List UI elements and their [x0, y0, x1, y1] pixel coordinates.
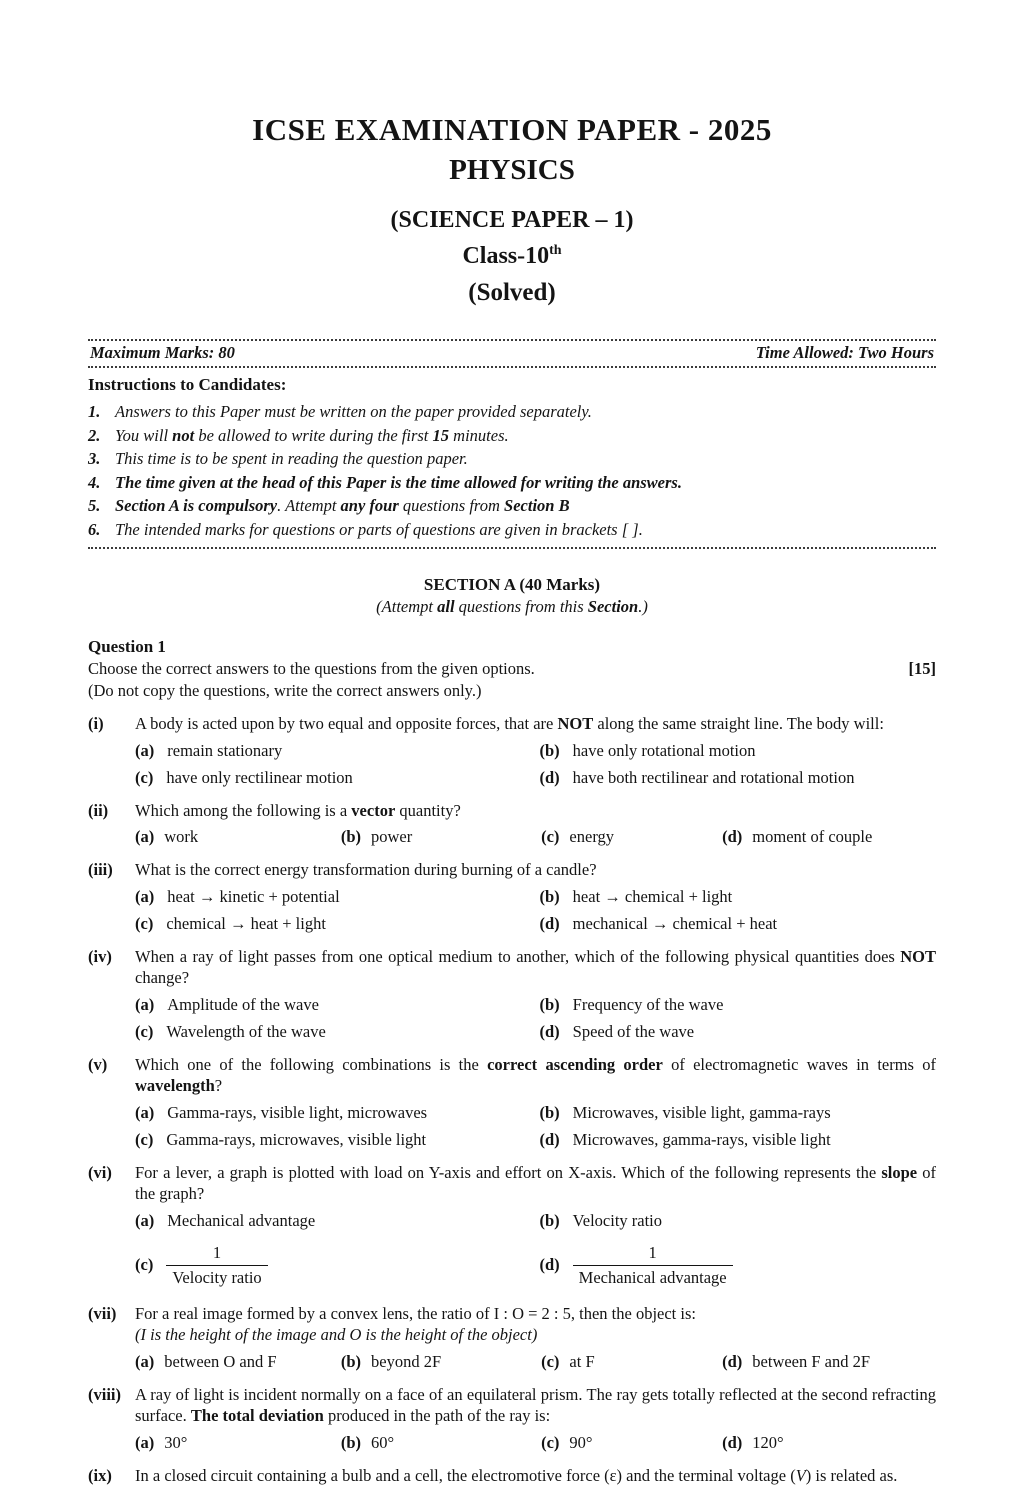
option-row [135, 1237, 936, 1292]
dotted-rule-mid [88, 366, 936, 368]
meta-row [88, 341, 936, 366]
text-segment: Frequency of the wave [573, 995, 724, 1014]
text-segment: The time given at the head of this Paper is the time allowed for writing the answers. [115, 473, 682, 492]
text-segment: Microwaves, visible light, gamma-rays [573, 1103, 831, 1122]
option-text [569, 1351, 594, 1373]
option-label: (c) [541, 1432, 559, 1454]
option-label: (a) [135, 1432, 154, 1454]
question-text [135, 1162, 936, 1205]
option-row [135, 1210, 936, 1232]
instruction-text [115, 518, 643, 542]
text-segment: be allowed to write during the first [194, 426, 432, 445]
text-segment: have only rotational motion [573, 741, 756, 760]
option-text [167, 886, 339, 908]
fraction-denominator: Mechanical advantage [573, 1265, 733, 1288]
question [88, 859, 936, 935]
question-text [135, 1054, 936, 1097]
questions-list [88, 713, 936, 1486]
question-text [135, 1384, 936, 1427]
question [88, 1054, 936, 1151]
option-text [573, 913, 777, 935]
text-segment: 90° [569, 1433, 592, 1452]
option-text [371, 826, 412, 848]
option-label: (b) [540, 740, 560, 762]
option [135, 1129, 540, 1151]
instruction-text [115, 471, 682, 495]
option-row [135, 740, 936, 762]
question-body [135, 946, 936, 1043]
text-segment: NOT [900, 947, 936, 966]
question-subnote [135, 1324, 936, 1346]
option-label: (d) [540, 913, 560, 935]
question-number: (viii) [88, 1384, 135, 1454]
option-label: (c) [541, 826, 559, 848]
option [540, 1210, 937, 1232]
text-segment: Mechanical advantage [167, 1211, 315, 1230]
question-body [135, 1303, 936, 1373]
option-label: (b) [341, 826, 361, 848]
option-text [573, 1021, 694, 1043]
text-segment: heat → chemical + light [573, 887, 733, 906]
option [135, 767, 540, 789]
text-segment: have both rectilinear and rotational motion [573, 768, 855, 787]
option-label: (d) [722, 826, 742, 848]
option [135, 826, 341, 848]
option [722, 1351, 936, 1373]
question-number: (v) [88, 1054, 135, 1151]
option-label: (b) [540, 1210, 560, 1232]
text-segment: The total deviation [191, 1406, 324, 1425]
option [540, 767, 937, 789]
instruction-number: 6. [88, 518, 115, 542]
text-segment: along the same straight line. The body will: [593, 714, 884, 733]
fraction [166, 1243, 267, 1288]
text-segment: slope [881, 1163, 917, 1182]
question-body [135, 1054, 936, 1151]
option-text [166, 1021, 325, 1043]
text-segment: Answers to this Paper must be written on the paper provided separately. [115, 402, 592, 421]
option-label: (a) [135, 740, 154, 762]
text-segment: 60° [371, 1433, 394, 1452]
text-segment: Velocity ratio [573, 1211, 662, 1230]
option [540, 1021, 937, 1043]
text-segment: . Attempt [277, 496, 340, 515]
question [88, 1303, 936, 1373]
text-segment: 15 [433, 426, 450, 445]
option-row [135, 1432, 936, 1454]
text-segment: between O and F [164, 1352, 276, 1371]
text-segment: A ray of light is incident normally on a face of an equilateral prism. The ray gets totally reflected at the second refracting surface. [135, 1385, 936, 1426]
text-segment: Microwaves, gamma-rays, visible light [573, 1130, 831, 1149]
option-label: (b) [540, 1102, 560, 1124]
option-row [135, 1021, 936, 1043]
page-title: ICSE EXAMINATION PAPER - 2025 [88, 112, 936, 148]
text-segment: Gamma-rays, microwaves, visible light [166, 1130, 426, 1149]
option-label: (a) [135, 1351, 154, 1373]
section-heading: SECTION A (40 Marks) [88, 575, 936, 595]
option-label: (c) [135, 1021, 153, 1043]
text-segment: of electromagnetic waves in terms of [663, 1055, 936, 1074]
question-body [135, 1162, 936, 1292]
option-text [573, 994, 724, 1016]
option-text [573, 740, 756, 762]
question [88, 1465, 936, 1486]
text-segment: Wavelength of the wave [166, 1022, 325, 1041]
text-segment: Gamma-rays, visible light, microwaves [167, 1103, 427, 1122]
option-row [135, 826, 936, 848]
option-label: (d) [540, 1129, 560, 1151]
option-row [135, 1351, 936, 1373]
option-text [167, 740, 282, 762]
option-label: (d) [722, 1351, 742, 1373]
question-body [135, 713, 936, 789]
option-label: (c) [135, 767, 153, 789]
option-text [752, 1432, 783, 1454]
option-label: (b) [540, 994, 560, 1016]
option [540, 1102, 937, 1124]
question-body [135, 1384, 936, 1454]
option [135, 886, 540, 908]
option [341, 826, 541, 848]
option-text [164, 826, 198, 848]
text-segment: correct ascending order [487, 1055, 663, 1074]
text-segment: Speed of the wave [573, 1022, 694, 1041]
option-text [167, 994, 319, 1016]
text-segment: In a closed circuit containing a bulb and a cell, the electromotive force (ε) and the terminal voltage ( [135, 1466, 796, 1485]
text-segment: of the graph? [135, 1163, 936, 1204]
option-label: (a) [135, 826, 154, 848]
question-text [135, 859, 936, 881]
question-body [135, 859, 936, 935]
option [540, 994, 937, 1016]
instruction-item [88, 494, 936, 518]
option-text [371, 1432, 394, 1454]
option-text [167, 1102, 427, 1124]
option-label: (a) [135, 1210, 154, 1232]
text-segment: Section A is compulsory [115, 496, 277, 515]
option [541, 1432, 722, 1454]
instructions-heading: Instructions to Candidates: [88, 375, 936, 395]
text-segment: wavelength [135, 1076, 215, 1095]
text-segment: questions from this [455, 597, 588, 616]
instruction-number: 5. [88, 494, 115, 518]
option-text [164, 1351, 276, 1373]
text-segment: (Attempt [376, 597, 437, 616]
option-text [166, 767, 352, 789]
instruction-text [115, 424, 509, 448]
option [541, 826, 722, 848]
question1-heading: Question 1 [88, 637, 936, 657]
text-segment: produced in the path of the ray is: [324, 1406, 550, 1425]
text-segment: questions from [399, 496, 504, 515]
option-text [573, 767, 855, 789]
text-segment: at F [569, 1352, 594, 1371]
question-body [135, 1465, 936, 1486]
option-text [569, 826, 614, 848]
question-text [135, 800, 936, 822]
text-segment: not [172, 426, 194, 445]
text-segment: 120° [752, 1433, 783, 1452]
question-text [135, 946, 936, 989]
question [88, 1162, 936, 1292]
option [135, 1210, 540, 1232]
text-segment: V [796, 1466, 806, 1485]
section-subheading [88, 597, 936, 617]
text-segment: (I is the height of the image and O is the height of the object) [135, 1325, 537, 1344]
question-number: (iii) [88, 859, 135, 935]
option-label: (b) [341, 1432, 361, 1454]
text-segment: A body is acted upon by two equal and opposite forces, that are [135, 714, 557, 733]
solved-label: (Solved) [88, 279, 936, 307]
instruction-number: 3. [88, 447, 115, 471]
question [88, 1384, 936, 1454]
option-row [135, 1129, 936, 1151]
text-segment: chemical → heat + light [166, 914, 326, 933]
text-segment: moment of couple [752, 827, 872, 846]
question-number: (ii) [88, 800, 135, 849]
fraction-denominator: Velocity ratio [166, 1265, 267, 1288]
text-segment: 30° [164, 1433, 187, 1452]
option-text [164, 1432, 187, 1454]
option [540, 740, 937, 762]
option-label: (b) [540, 886, 560, 908]
text-segment: ) is related as. [806, 1466, 898, 1485]
option [341, 1351, 541, 1373]
instruction-text [115, 447, 468, 471]
option-label: (a) [135, 1102, 154, 1124]
question-body [135, 800, 936, 849]
option-text [166, 913, 326, 935]
option-row [135, 994, 936, 1016]
text-segment: any four [341, 496, 399, 515]
instruction-text [115, 494, 570, 518]
text-segment: The intended marks for questions or parts of questions are given in brackets [ ]. [115, 520, 643, 539]
option-label: (c) [135, 913, 153, 935]
text-segment: change? [135, 968, 189, 987]
option-label: (d) [722, 1432, 742, 1454]
option [135, 1432, 341, 1454]
text-segment: mechanical → chemical + heat [573, 914, 777, 933]
option-text [371, 1351, 441, 1373]
fraction-numerator: 1 [573, 1243, 733, 1265]
instruction-number: 4. [88, 471, 115, 495]
instruction-number: 1. [88, 400, 115, 424]
text-segment: NOT [557, 714, 593, 733]
option-row [135, 767, 936, 789]
option [722, 826, 936, 848]
fraction [573, 1243, 733, 1288]
option [341, 1432, 541, 1454]
option [540, 913, 937, 935]
option [541, 1351, 722, 1373]
text-segment: power [371, 827, 412, 846]
text-segment: This time is to be spent in reading the question paper. [115, 449, 468, 468]
option-text [752, 1351, 870, 1373]
option [722, 1432, 936, 1454]
subject-title: PHYSICS [88, 154, 936, 187]
text-segment: For a real image formed by a convex lens, the ratio of I : O = 2 : 5, then the object is: [135, 1304, 696, 1323]
option-text [167, 1210, 315, 1232]
text-segment: Section B [504, 496, 570, 515]
option-label: (a) [135, 994, 154, 1016]
option-label: (d) [540, 1021, 560, 1043]
text-segment: What is the correct energy transformation during burning of a candle? [135, 860, 597, 879]
question-number: (i) [88, 713, 135, 789]
option [135, 740, 540, 762]
text-segment: quantity? [395, 801, 461, 820]
text-segment: For a lever, a graph is plotted with load on Y-axis and effort on X-axis. Which of the following represents the [135, 1163, 881, 1182]
text-segment: vector [351, 801, 395, 820]
instruction-item [88, 400, 936, 424]
option-label: (d) [540, 767, 560, 789]
option-text [752, 826, 872, 848]
question-number: (ix) [88, 1465, 135, 1486]
option-text [166, 1129, 426, 1151]
question [88, 713, 936, 789]
fraction-numerator: 1 [166, 1243, 267, 1265]
instruction-item [88, 447, 936, 471]
dotted-rule-bottom [88, 547, 936, 549]
question-number: (vii) [88, 1303, 135, 1373]
question1-intro-row [88, 658, 936, 680]
option-label: (c) [135, 1129, 153, 1151]
text-segment: heat → kinetic + potential [167, 887, 339, 906]
option-text [573, 1129, 831, 1151]
text-segment: ? [215, 1076, 222, 1095]
question-text [135, 1303, 936, 1325]
option [540, 1129, 937, 1151]
text-segment: work [164, 827, 198, 846]
option [135, 1351, 341, 1373]
text-segment: beyond 2F [371, 1352, 441, 1371]
marks-badge: [15] [909, 658, 937, 680]
option-text [573, 886, 733, 908]
text-segment: Amplitude of the wave [167, 995, 319, 1014]
question [88, 946, 936, 1043]
option-label: (c) [541, 1351, 559, 1373]
instruction-item [88, 471, 936, 495]
question1-note: (Do not copy the questions, write the correct answers only.) [88, 680, 936, 702]
question [88, 800, 936, 849]
question-number: (iv) [88, 946, 135, 1043]
meta-bar [88, 339, 936, 368]
instruction-number: 2. [88, 424, 115, 448]
option [540, 1243, 937, 1288]
text-segment: have only rectilinear motion [166, 768, 352, 787]
maximum-marks: Maximum Marks: 80 [90, 343, 235, 363]
class-line [88, 243, 936, 270]
text-segment: all [437, 597, 454, 616]
instructions-list [88, 400, 936, 541]
instruction-item [88, 518, 936, 542]
text-segment: Section [588, 597, 638, 616]
paper-header [88, 112, 936, 307]
text-segment: .) [638, 597, 648, 616]
class-superscript: th [549, 243, 561, 258]
text-segment: between F and 2F [752, 1352, 870, 1371]
option-label: (c) [135, 1254, 153, 1276]
option [135, 913, 540, 935]
option [135, 994, 540, 1016]
text-segment: remain stationary [167, 741, 282, 760]
text-segment: Which one of the following combinations is the [135, 1055, 487, 1074]
text-segment: You will [115, 426, 172, 445]
option [135, 1243, 540, 1288]
option-label: (d) [540, 1254, 560, 1276]
class-text: Class-10 [462, 243, 549, 269]
question-text [135, 713, 936, 735]
option-label: (b) [341, 1351, 361, 1373]
option [135, 1021, 540, 1043]
text-segment: energy [569, 827, 614, 846]
question-text [135, 1465, 936, 1486]
instruction-item [88, 424, 936, 448]
option [540, 886, 937, 908]
option-row [135, 886, 936, 908]
option-row [135, 1102, 936, 1124]
time-allowed: Time Allowed: Two Hours [756, 343, 934, 363]
option-text [573, 1210, 662, 1232]
instruction-text [115, 400, 592, 424]
paper-subtitle: (SCIENCE PAPER – 1) [88, 207, 936, 234]
option [135, 1102, 540, 1124]
option-text [569, 1432, 592, 1454]
option-row [135, 913, 936, 935]
text-segment: minutes. [449, 426, 509, 445]
text-segment: Which among the following is a [135, 801, 351, 820]
question1-intro: Choose the correct answers to the questions from the given options. [88, 658, 535, 680]
option-label: (a) [135, 886, 154, 908]
option-text [573, 1102, 831, 1124]
text-segment: When a ray of light passes from one optical medium to another, which of the following physical quantities does [135, 947, 900, 966]
question-number: (vi) [88, 1162, 135, 1292]
